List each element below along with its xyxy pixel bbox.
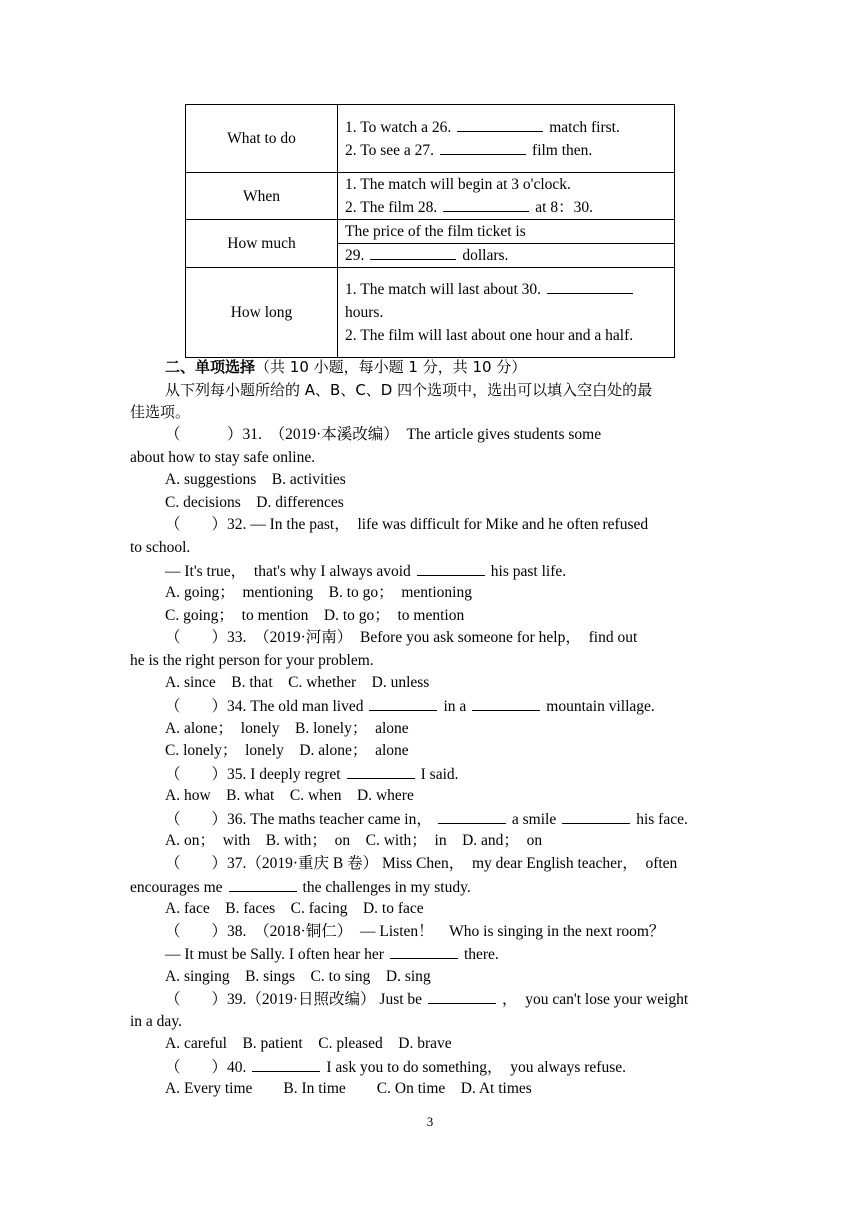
section-heading: 二、单项选择（共 10 小题，每小题 1 分，共 10 分） <box>165 358 527 376</box>
question-34: （ ）34. The old man lived in a mountain village. <box>165 695 655 718</box>
options: A. on； with B. with； on C. with； in D. and； on <box>165 832 543 849</box>
question-32-reply: — It's true， that's why I always avoid his past life. <box>165 560 566 583</box>
options: A. how B. what C. when D. where <box>165 787 414 804</box>
answer-blank[interactable] <box>252 1056 320 1072</box>
options: A. Every time B. In time C. On time D. At times <box>165 1080 532 1097</box>
options: A. face B. faces C. facing D. to face <box>165 900 424 917</box>
answer-blank[interactable] <box>370 244 456 260</box>
question-39: （ ）39.（2019·日照改编） Just be ， you can't lose your weight <box>165 988 688 1011</box>
answer-blank[interactable] <box>457 116 543 132</box>
options: A. singing B. sings C. to sing D. sing <box>165 968 431 985</box>
question-35: （ ）35. I deeply regret I said. <box>165 763 459 786</box>
question-40: （ ）40. I ask you to do something， you always refuse. <box>165 1056 626 1079</box>
options: A. since B. that C. whether D. unless <box>165 674 430 691</box>
table-row <box>186 105 675 173</box>
answer-blank[interactable] <box>369 695 437 711</box>
table-key: How much <box>186 220 338 268</box>
options: C. lonely； lonely D. alone； alone <box>165 742 409 759</box>
answer-blank[interactable] <box>440 139 526 155</box>
options: A. alone； lonely B. lonely； alone <box>165 720 409 737</box>
options: A. suggestions B. activities <box>165 471 346 488</box>
answer-blank[interactable] <box>229 876 297 892</box>
answer-blank[interactable] <box>417 560 485 576</box>
question-36: （ ）36. The maths teacher came in， a smile his face. <box>165 808 688 831</box>
question-31: （ ）31. （2019·本溪改编） The article gives students some <box>165 426 602 443</box>
options: C. decisions D. differences <box>165 494 344 511</box>
question-33: （ ）33. （2019·河南） Before you ask someone for help， find out <box>165 629 638 646</box>
table-value: The price of the film ticket is <box>338 220 675 244</box>
question-32: （ ）32. — In the past， life was difficult for Mike and he often refused <box>165 516 649 533</box>
answer-blank[interactable] <box>472 695 540 711</box>
answer-blank[interactable] <box>438 808 506 824</box>
table-row <box>186 268 675 358</box>
question-39-cont: in a day. <box>130 1013 182 1030</box>
answer-blank[interactable] <box>443 196 529 212</box>
instruction: 从下列每小题所给的 A、B、C、D 四个选项中，选出可以填入空白处的最 <box>165 381 653 399</box>
instruction: 佳选项。 <box>130 403 191 421</box>
table-key: What to do <box>186 105 338 173</box>
table-value: 1. The match will begin at 3 o'clock. 2. The film 28. at 8：30. <box>338 173 675 220</box>
page-number: 3 <box>426 1114 434 1129</box>
answer-blank[interactable] <box>390 943 458 959</box>
table-key: How long <box>186 268 338 358</box>
answer-blank[interactable] <box>347 763 415 779</box>
options: C. going； to mention D. to go； to mention <box>165 607 465 624</box>
question-37: （ ）37.（2019·重庆 B 卷） Miss Chen， my dear English teacher， often <box>165 855 678 872</box>
table-value: 29. dollars. <box>338 244 675 268</box>
table-row <box>186 173 675 220</box>
options: A. careful B. patient C. pleased D. brave <box>165 1035 452 1052</box>
answer-blank[interactable] <box>547 278 633 294</box>
question-38: （ ）38. （2018·铜仁） — Listen！ Who is singing in the next room？ <box>165 923 665 940</box>
table-key: When <box>186 173 338 220</box>
question-37-cont: encourages me the challenges in my study. <box>130 876 471 899</box>
question-32-cont: to school. <box>130 539 191 556</box>
question-31-cont: about how to stay safe online. <box>130 449 316 466</box>
info-table <box>185 104 675 358</box>
question-33-cont: he is the right person for your problem. <box>130 652 374 669</box>
answer-blank[interactable] <box>562 808 630 824</box>
answer-blank[interactable] <box>428 988 496 1004</box>
table-value: 1. The match will last about 30. hours. 2. The film will last about one hour and a half. <box>338 268 675 358</box>
question-38-reply: — It must be Sally. I often hear her there. <box>165 943 499 966</box>
options: A. going； mentioning B. to go； mentioning <box>165 584 472 601</box>
table-value: 1. To watch a 26. match first. 2. To see a 27. film then. <box>338 105 675 173</box>
table-row <box>186 220 675 244</box>
